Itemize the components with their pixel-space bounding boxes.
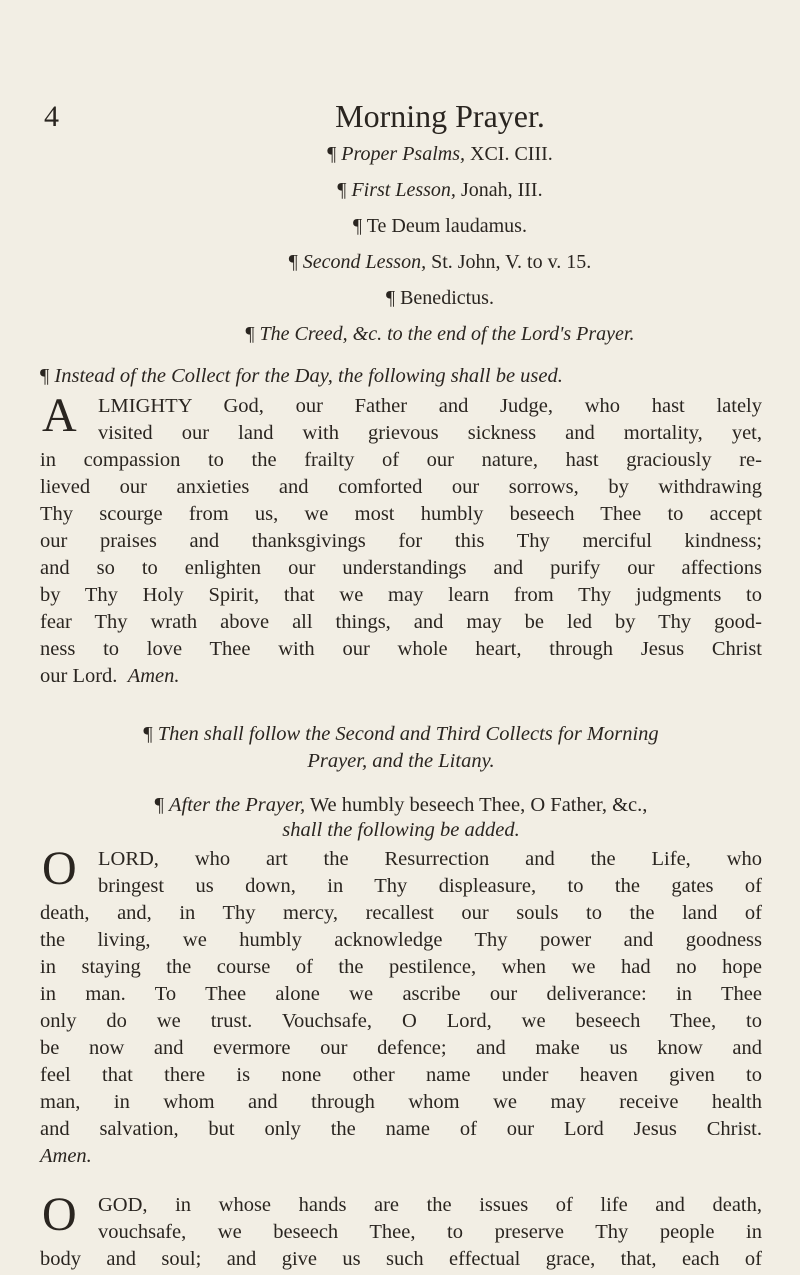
rubric-label: After the Prayer, [169, 794, 306, 816]
pilcrow-icon: ¶ [327, 143, 337, 165]
rubric-after [40, 793, 762, 817]
text-line: visited our land with grievous sickness and mortality, yet, [98, 422, 762, 444]
rubric-value: St. John, V. to v. 15. [426, 251, 592, 273]
text-line: be now and evermore our defence; and make us know and [40, 1037, 762, 1059]
text-line: the living, we humbly acknowledge Thy power and goodness [40, 929, 762, 951]
text-line: LMIGHTY God, our Father and Judge, who hast lately [98, 395, 762, 417]
rubric-second-lesson [0, 250, 800, 274]
amen-text: Amen. [40, 1145, 92, 1167]
pilcrow-icon: ¶ [40, 365, 50, 387]
text-line: lieved our anxieties and comforted our sorrows, by withdrawing [40, 476, 762, 498]
text-line [40, 663, 762, 689]
rubric-label: Second Lesson, [302, 251, 427, 273]
text-line: bringest us down, in Thy displeasure, to the gates of [98, 875, 762, 897]
pilcrow-icon: ¶ [386, 287, 396, 309]
rubric-then [40, 722, 762, 746]
text-line: and so to enlighten our understandings and purify our affections [40, 557, 762, 579]
text-line-end: our Lord. [40, 665, 118, 687]
text-line: in staying the course of the pestilence, when we had no hope [40, 956, 762, 978]
amen [40, 1143, 762, 1169]
rubric-value: Benedictus. [395, 287, 494, 309]
text-line: LORD, who art the Resurrection and the Life, who [98, 848, 762, 870]
text-line: death, and, in Thy mercy, recallest our souls to the land of [40, 902, 762, 924]
text-line: by Thy Holy Spirit, that we may learn from Thy judgments to [40, 584, 762, 606]
rubric-value: Jonah, III. [455, 179, 543, 201]
rubric-creed [0, 322, 800, 346]
page-number: 4 [44, 100, 59, 133]
text-line: ness to love Thee with our whole heart, through Jesus Christ [40, 638, 762, 660]
pilcrow-icon: ¶ [337, 179, 347, 201]
rubric-value: XCI. CIII. [465, 143, 553, 165]
text-line: feel that there is none other name under heaven given to [40, 1064, 762, 1086]
rubric-text: Then shall follow the Second and Third Collects for Morning [157, 723, 659, 745]
rubric-first-lesson [0, 178, 800, 202]
text-line: body and soul; and give us such effectual grace, that, each of [40, 1248, 762, 1270]
text-line: only do we trust. Vouchsafe, O Lord, we beseech Thee, to [40, 1010, 762, 1032]
drop-cap: A [42, 389, 77, 442]
rubric-proper-psalms [0, 142, 800, 166]
rubric-text: Instead of the Collect for the Day, the following shall be used. [54, 365, 563, 387]
rubric-benedictus [0, 286, 800, 310]
rubric-then-cont: Prayer, and the Litany. [307, 750, 495, 772]
text-line: in compassion to the frailty of our nature, hast graciously re- [40, 449, 762, 471]
rubric-after-cont: shall the following be added. [282, 819, 520, 841]
text-line: fear Thy wrath above all things, and may be led by Thy good- [40, 611, 762, 633]
rubric-value: Te Deum laudamus. [362, 215, 527, 237]
rubric-label: The Creed, &c. to the end of the Lord's Prayer. [259, 323, 635, 345]
rubric-te-deum [0, 214, 800, 238]
text-line: in man. To Thee alone we ascribe our deliverance: in Thee [40, 983, 762, 1005]
pilcrow-icon: ¶ [353, 215, 363, 237]
text-line: and salvation, but only the name of our Lord Jesus Christ. [40, 1118, 762, 1140]
pilcrow-icon: ¶ [245, 323, 255, 345]
pilcrow-icon: ¶ [143, 723, 153, 745]
rubric-text: We humbly beseech Thee, O Father, &c., [305, 794, 648, 816]
text-line: man, in whom and through whom we may receive health [40, 1091, 762, 1113]
text-line: our praises and thanksgivings for this Thy merciful kindness; [40, 530, 762, 552]
amen: Amen. [127, 665, 180, 687]
rubric-instead [40, 364, 762, 388]
page-title: Morning Prayer. [335, 98, 545, 134]
rubric-label: First Lesson, [351, 179, 456, 201]
drop-cap: O [42, 842, 77, 895]
rubric-label: Proper Psalms, [341, 143, 465, 165]
pilcrow-icon: ¶ [288, 251, 298, 273]
text-line: GOD, in whose hands are the issues of life and death, [98, 1194, 762, 1216]
pilcrow-icon: ¶ [154, 794, 164, 816]
text-line: vouchsafe, we beseech Thee, to preserve Thy people in [98, 1221, 762, 1243]
drop-cap: O [42, 1188, 77, 1241]
text-line: Thy scourge from us, we most humbly beseech Thee to accept [40, 503, 762, 525]
